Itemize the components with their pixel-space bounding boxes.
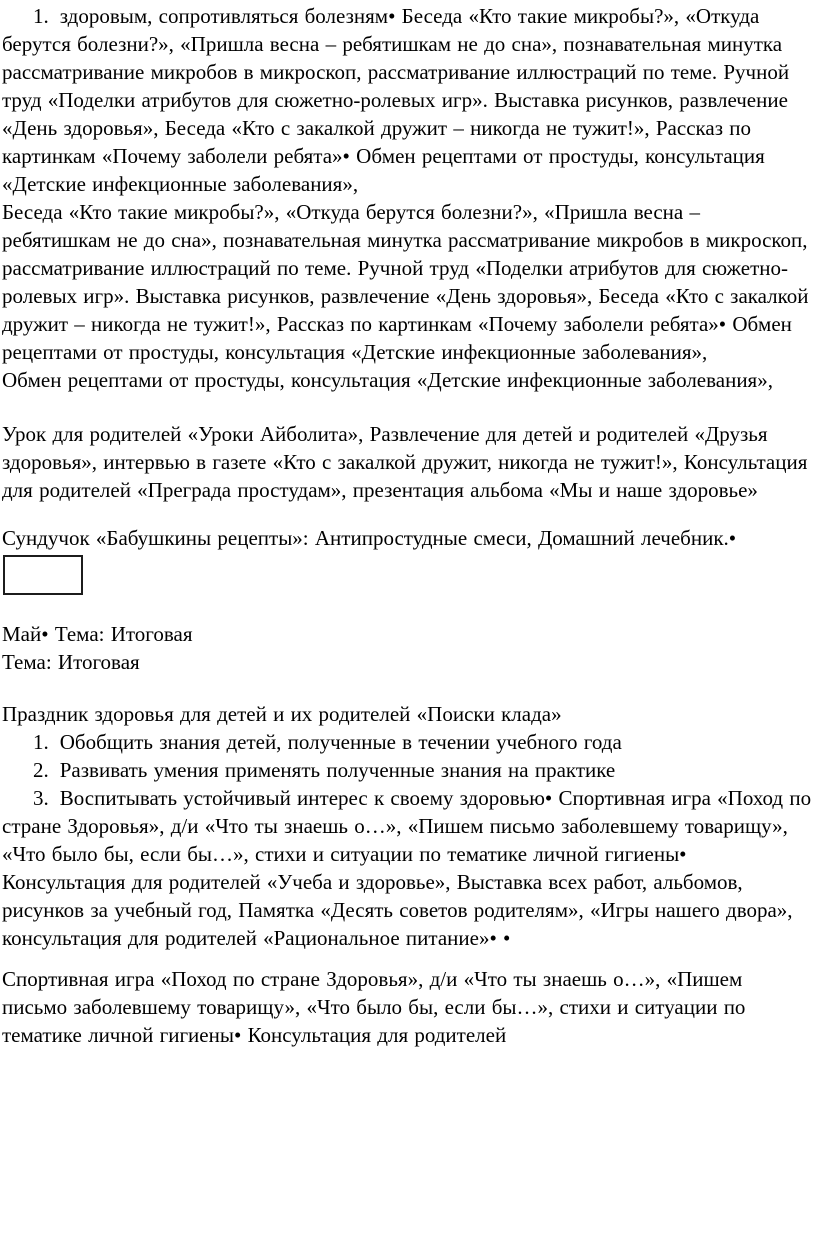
ordered-list — [2, 728, 812, 952]
numbered-paragraph-1 — [2, 2, 812, 198]
paragraph-5: Сундучок «Бабушкины рецепты»: Антипростудные смеси, Домашний лечебник.• — [2, 526, 737, 550]
paragraph-7: Тема: Итоговая — [2, 650, 140, 674]
document-page — [2, 2, 812, 1049]
paragraph-3: Обмен рецептами от простуды, консультация «Детские инфекционные заболевания», — [2, 368, 773, 392]
paragraph-2: Беседа «Кто такие микробы?», «Откуда берутся болезни?», «Пришла весна – ребятишкам не до сна», познавательная минутка рассматривание микробов в микроскоп, рассматривание иллюстраций по теме. Ручной труд «Поделки атрибутов для сюжетно-ролевых игр». Выставка рисунков, развлечение «День здоровья», Беседа «Кто с закалкой дружит – никогда не тужит!», Рассказ по картинкам «Почему заболели ребята»• Обмен рецептами от простуды, консультация «Детские инфекционные заболевания», — [2, 200, 809, 364]
list-item-text: Развивать умения применять полученные знания на практике — [59, 758, 616, 782]
list-item-1 — [2, 728, 812, 756]
list-number: 2. — [33, 758, 49, 782]
list-number: 1. — [33, 4, 49, 28]
paragraph-6: Май• Тема: Итоговая — [2, 622, 193, 646]
list-number: 3. — [33, 786, 49, 810]
list-item-text: Обобщить знания детей, полученные в течении учебного года — [59, 730, 622, 754]
list-item-3 — [2, 784, 812, 952]
paragraph-4: Урок для родителей «Уроки Айболита», Развлечение для детей и родителей «Друзья здоровья», интервью в газете «Кто с закалкой дружит, никогда не тужит!», Консультация для родителей «Преграда простудам», презентация альбома «Мы и наше здоровье» — [2, 422, 808, 502]
paragraph-8: Праздник здоровья для детей и их родителей «Поиски клада» — [2, 702, 562, 726]
empty-object-box — [3, 555, 83, 595]
list-number: 1. — [33, 730, 49, 754]
paragraph-9: Спортивная игра «Поход по стране Здоровья», д/и «Что ты знаешь о…», «Пишем письмо заболевшему товарищу», «Что было бы, если бы…», стихи и ситуации по тематике личной гигиены• Консультация для родителей — [2, 967, 746, 1047]
list-item-text: Воспитывать устойчивый интерес к своему здоровью• Спортивная игра «Поход по стране Здоровья», д/и «Что ты знаешь о…», «Пишем письмо заболевшему товарищу», «Что было бы, если бы…», стихи и ситуации по тематике личной гигиены• Консультация для родителей «Учеба и здоровье», Выставка всех работ, альбомов, рисунков за учебный год, Памятка «Десять советов родителям», «Игры нашего двора», консультация для родителей «Рациональное питание»• • — [2, 786, 812, 950]
paragraph-text: здоровым, сопротивляться болезням• Беседа «Кто такие микробы?», «Откуда берутся болезни?», «Пришла весна – ребятишкам не до сна», познавательная минутка рассматривание микробов в микроскоп, рассматривание иллюстраций по теме. Ручной труд «Поделки атрибутов для сюжетно-ролевых игр». Выставка рисунков, развлечение «День здоровья», Беседа «Кто с закалкой дружит – никогда не тужит!», Рассказ по картинкам «Почему заболели ребята»• Обмен рецептами от простуды, консультация «Детские инфекционные заболевания», — [2, 4, 790, 196]
list-item-2 — [2, 756, 812, 784]
